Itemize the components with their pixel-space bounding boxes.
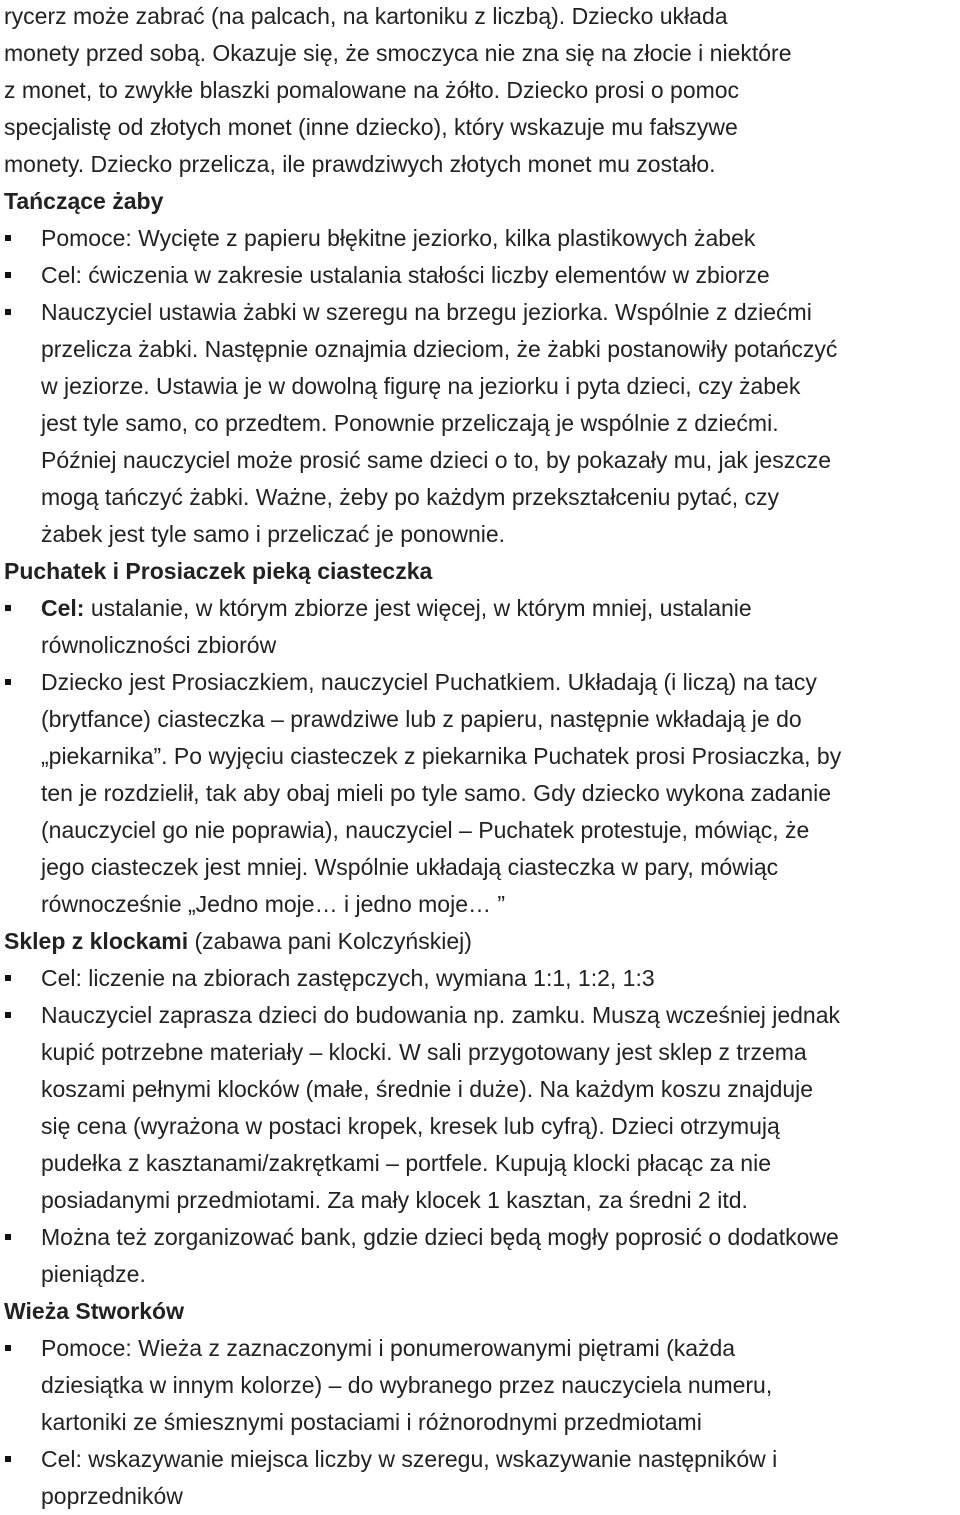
list-item-line: kartoniki ze śmiesznymi postaciami i różnorodnymi przedmiotami xyxy=(41,1409,702,1435)
list-item-line: (nauczyciel go nie poprawia), nauczyciel – Puchatek protestuje, mówiąc, że xyxy=(41,817,810,843)
section-title: Tańczące żaby xyxy=(4,188,164,214)
list-item-lead: Cel: xyxy=(41,595,85,621)
list-item-line: Dziecko jest Prosiaczkiem, nauczyciel Puchatkiem. Układają (i liczą) na tacy xyxy=(41,669,817,695)
list-item-line: Nauczyciel ustawia żabki w szeregu na brzegu jeziorka. Wspólnie z dziećmi xyxy=(41,299,812,325)
list-item-line: przelicza żabki. Następnie oznajmia dzieciom, że żabki postanowiły potańczyć xyxy=(41,336,838,362)
list-item-line xyxy=(41,590,960,627)
list-item-line: się cena (wyrażona w postaci kropek, kresek lub cyfrą). Dzieci otrzymują xyxy=(41,1113,780,1139)
list-item xyxy=(0,220,960,257)
list-item-line: jest tyle samo, co przedtem. Ponownie przeliczają je wspólnie z dziećmi. xyxy=(41,410,779,436)
list-item-line: Pomoce: Wieża z zaznaczonymi i ponumerowanymi piętrami (każda xyxy=(41,1335,736,1361)
list-item-line: pudełka z kasztanami/zakrętkami – portfele. Kupują klocki płacąc za nie xyxy=(41,1150,771,1176)
intro-line: monety. Dziecko przelicza, ile prawdziwych złotych monet mu zostało. xyxy=(4,151,716,177)
list-item-line: „piekarnika”. Po wyjęciu ciasteczek z piekarnika Puchatek prosi Prosiaczka, by xyxy=(41,743,842,769)
section-title: Puchatek i Prosiaczek pieką ciasteczka xyxy=(4,558,433,584)
list-item xyxy=(0,1330,960,1441)
intro-line: rycerz może zabrać (na palcach, na kartoniku z liczbą). Dziecko układa xyxy=(4,3,728,29)
list-item-line: Później nauczyciel może prosić same dzieci o to, by pokazały mu, jak jeszcze xyxy=(41,447,832,473)
square-bullet-icon xyxy=(5,605,11,611)
list-item-line: Pomoce: Wycięte z papieru błękitne jeziorko, kilka plastikowych żabek xyxy=(41,225,756,251)
list-item xyxy=(0,664,960,923)
list-item-line: mogą tańczyć żabki. Ważne, żeby po każdym przekształceniu pytać, czy xyxy=(41,484,780,510)
list-item xyxy=(0,960,960,997)
square-bullet-icon xyxy=(5,679,11,685)
intro-line: monety przed sobą. Okazuje się, że smoczyca nie zna się na złocie i niektóre xyxy=(4,40,792,66)
square-bullet-icon xyxy=(5,309,11,315)
bullet-list xyxy=(0,220,960,553)
list-item-line: pieniądze. xyxy=(41,1261,146,1287)
list-item-line: równocześnie „Jedno moje… i jedno moje… ” xyxy=(41,891,506,917)
sections-container xyxy=(0,183,960,1515)
section-heading xyxy=(4,923,960,960)
list-item-line: równoliczności zbiorów xyxy=(41,632,277,658)
list-item-line: w jeziorze. Ustawia je w dowolną figurę na jeziorku i pyta dzieci, czy żabek xyxy=(41,373,801,399)
list-item-line: Można też zorganizować bank, gdzie dzieci będą mogły poprosić o dodatkowe xyxy=(41,1224,839,1250)
bullet-list xyxy=(0,590,960,923)
list-item-text: ustalanie, w którym zbiorze jest więcej, w którym mniej, ustalanie xyxy=(84,595,752,621)
square-bullet-icon xyxy=(5,1234,11,1240)
section-title-suffix: (zabawa pani Kolczyńskiej) xyxy=(188,928,472,954)
list-item xyxy=(0,997,960,1219)
list-item xyxy=(0,1219,960,1293)
section-heading xyxy=(4,183,960,220)
intro-line: specjalistę od złotych monet (inne dziecko), który wskazuje mu fałszywe xyxy=(4,114,738,140)
square-bullet-icon xyxy=(5,975,11,981)
list-item-line: posiadanymi przedmiotami. Za mały klocek 1 kasztan, za średni 2 itd. xyxy=(41,1187,748,1213)
list-item xyxy=(0,590,960,664)
square-bullet-icon xyxy=(5,1012,11,1018)
section-title: Sklep z klockami xyxy=(4,928,189,954)
list-item-line: Cel: ćwiczenia w zakresie ustalania stałości liczby elementów w zbiorze xyxy=(41,262,770,288)
square-bullet-icon xyxy=(5,235,11,241)
list-item-line: poprzedników xyxy=(41,1483,183,1509)
square-bullet-icon xyxy=(5,1345,11,1351)
square-bullet-icon xyxy=(5,1456,11,1462)
list-item-line: koszami pełnymi klocków (małe, średnie i duże). Na każdym koszu znajduje xyxy=(41,1076,814,1102)
list-item-line: jego ciasteczek jest mniej. Wspólnie układają ciasteczka w pary, mówiąc xyxy=(41,854,779,880)
section-title: Wieża Stworków xyxy=(4,1298,184,1324)
bullet-list xyxy=(0,1330,960,1515)
list-item xyxy=(0,1441,960,1515)
list-item-line: Cel: liczenie na zbiorach zastępczych, wymiana 1:1, 1:2, 1:3 xyxy=(41,965,655,991)
list-item-line: (brytfance) ciasteczka – prawdziwe lub z papieru, następnie wkładają je do xyxy=(41,706,802,732)
list-item-line: dziesiątka w innym kolorze) – do wybranego przez nauczyciela numeru, xyxy=(41,1372,773,1398)
list-item xyxy=(0,257,960,294)
list-item xyxy=(0,294,960,553)
list-item-line: Cel: wskazywanie miejsca liczby w szeregu, wskazywanie następników i xyxy=(41,1446,778,1472)
list-item-line: kupić potrzebne materiały – klocki. W sali przygotowany jest sklep z trzema xyxy=(41,1039,807,1065)
square-bullet-icon xyxy=(5,272,11,278)
section-heading xyxy=(4,1293,960,1330)
section-heading xyxy=(4,553,960,590)
intro-line: z monet, to zwykłe blaszki pomalowane na żółto. Dziecko prosi o pomoc xyxy=(4,77,740,103)
bullet-list xyxy=(0,960,960,1293)
list-item-line: Nauczyciel zaprasza dzieci do budowania np. zamku. Muszą wcześniej jednak xyxy=(41,1002,841,1028)
list-item-line: ten je rozdzielił, tak aby obaj mieli po tyle samo. Gdy dziecko wykona zadanie xyxy=(41,780,832,806)
list-item-line: żabek jest tyle samo i przeliczać je ponownie. xyxy=(41,521,506,547)
intro-paragraph xyxy=(4,0,960,183)
